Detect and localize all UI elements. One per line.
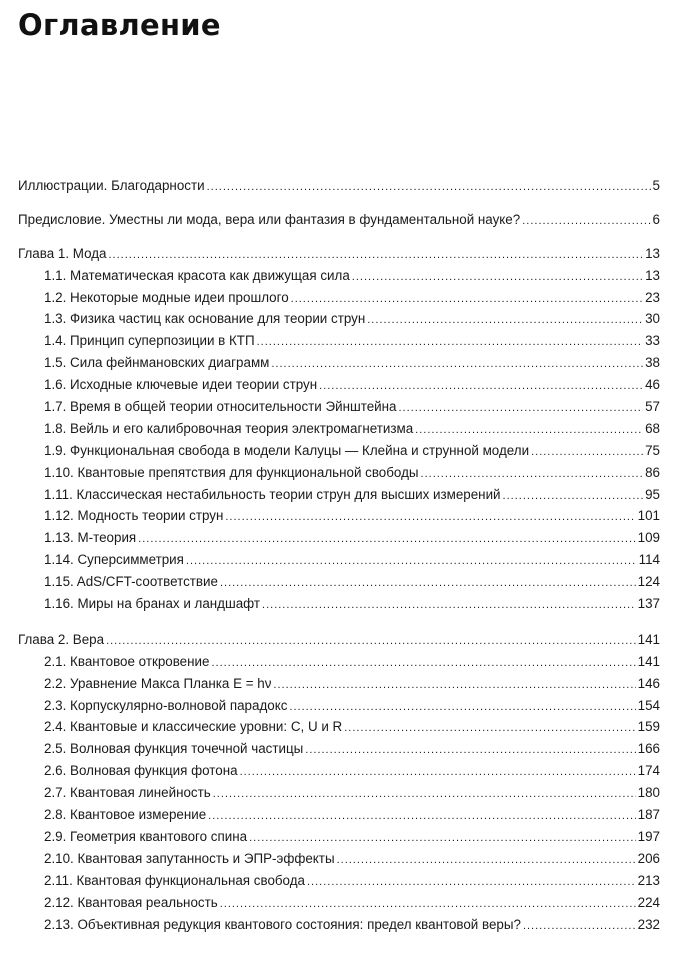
dot-leader (352, 267, 643, 289)
toc-section-title: 1.16. Миры на бранах и ландшафт (44, 596, 261, 612)
toc-section-entry[interactable] (18, 804, 660, 826)
toc-chapter-page: 13 (645, 245, 660, 261)
toc-section-entry[interactable] (18, 848, 660, 870)
toc-entry-illustrations[interactable] (18, 175, 660, 197)
toc-chapter-1[interactable] (18, 243, 660, 265)
toc-section-entry[interactable] (18, 265, 660, 287)
toc-section-entry[interactable] (18, 695, 660, 717)
toc-section-title: 1.5. Сила фейнмановских диаграмм (44, 355, 270, 371)
toc-section-title: 2.12. Квантовая реальность (44, 894, 218, 910)
dot-leader (523, 916, 636, 938)
toc-section-page: 166 (637, 741, 660, 757)
toc-section-title: 2.5. Волновая функция точечной частицы (44, 741, 304, 757)
toc-section-entry[interactable] (18, 673, 660, 695)
toc-section-entry[interactable] (18, 505, 660, 527)
dot-leader (213, 784, 636, 806)
toc-section-page: 137 (637, 596, 660, 612)
toc-section-page: 206 (637, 850, 660, 866)
toc-section-entry[interactable] (18, 418, 660, 440)
toc-section-title: 2.3. Корпускулярно-волновой парадокс (44, 697, 288, 713)
page-title: Оглавление (18, 8, 221, 42)
toc-section-entry[interactable] (18, 462, 660, 484)
toc-section-title: 1.1. Математическая красота как движущая сила (44, 267, 350, 283)
dot-leader (522, 211, 650, 233)
toc-section-entry[interactable] (18, 396, 660, 418)
toc-section-entry[interactable] (18, 440, 660, 462)
chapter-1-sections (18, 265, 660, 615)
toc-section-entry[interactable] (18, 374, 660, 396)
toc-section-title: 1.13. М-теория (44, 530, 137, 546)
toc-section-entry[interactable] (18, 738, 660, 760)
dot-leader (415, 420, 643, 442)
dot-leader (337, 850, 636, 872)
toc-section-page: 146 (637, 675, 660, 691)
toc-section-title: 1.4. Принцип суперпозиции в КТП (44, 333, 255, 349)
toc-chapter-title: Глава 1. Мода (18, 245, 107, 261)
toc-chapter-page: 141 (637, 631, 660, 647)
toc-section-page: 213 (637, 872, 660, 888)
toc-section-page: 180 (637, 785, 660, 801)
toc-section-title: 1.7. Время в общей теории относительности Эйнштейна (44, 399, 397, 415)
dot-leader (138, 529, 635, 551)
toc-section-title: 1.15. AdS/CFT-соответствие (44, 574, 218, 590)
dot-leader (220, 573, 636, 595)
toc-section-page: 114 (638, 552, 660, 568)
toc-section-page: 68 (645, 420, 660, 436)
dot-leader (421, 464, 644, 486)
dot-leader (398, 398, 643, 420)
toc-section-title: 1.6. Исходные ключевые идеи теории струн (44, 377, 318, 393)
dot-leader (249, 828, 636, 850)
toc-section-title: 2.11. Квантовая функциональная свобода (44, 872, 305, 888)
dot-leader (291, 289, 643, 311)
table-of-contents (18, 175, 660, 935)
toc-section-page: 57 (645, 399, 660, 415)
toc-section-title: 1.8. Вейль и его калибровочная теория электромагнетизма (44, 420, 414, 436)
toc-section-page: 13 (645, 267, 660, 283)
dot-leader (273, 675, 635, 697)
toc-section-entry[interactable] (18, 571, 660, 593)
toc-section-page: 124 (637, 574, 660, 590)
toc-section-entry[interactable] (18, 484, 660, 506)
toc-section-entry[interactable] (18, 914, 660, 936)
toc-section-title: 2.6. Волновая функция фотона (44, 763, 238, 779)
toc-chapter-2[interactable] (18, 629, 660, 651)
dot-leader (344, 718, 635, 740)
toc-section-entry[interactable] (18, 826, 660, 848)
dot-leader (257, 332, 643, 354)
toc-section-title: 2.1. Квантовое откровение (44, 653, 210, 669)
dot-leader (503, 486, 644, 508)
toc-entry-title: Предисловие. Уместны ли мода, вера или фантазия в фундаментальной науке? (18, 211, 521, 227)
dot-leader (305, 740, 635, 762)
toc-section-entry[interactable] (18, 308, 660, 330)
chapter-2-sections (18, 651, 660, 936)
toc-entry-preface[interactable] (18, 209, 660, 231)
toc-section-title: 1.12. Модность теории струн (44, 508, 224, 524)
toc-section-title: 2.8. Квантовое измерение (44, 807, 207, 823)
dot-leader (367, 310, 643, 332)
toc-section-title: 2.13. Объективная редукция квантового состояния: предел квантовой веры? (44, 916, 521, 932)
toc-section-page: 75 (645, 442, 660, 458)
toc-section-page: 86 (645, 464, 660, 480)
dot-leader (208, 806, 635, 828)
toc-section-title: 1.14. Суперсимметрия (44, 552, 184, 568)
toc-section-page: 141 (637, 653, 660, 669)
toc-section-page: 197 (637, 828, 660, 844)
dot-leader (271, 354, 643, 376)
dot-leader (307, 872, 636, 894)
dot-leader (240, 762, 636, 784)
toc-section-page: 187 (637, 807, 660, 823)
dot-leader (262, 595, 636, 617)
dot-leader (109, 245, 644, 267)
toc-section-title: 2.7. Квантовая линейность (44, 785, 211, 801)
toc-section-page: 30 (645, 311, 660, 327)
toc-section-page: 154 (637, 697, 660, 713)
dot-leader (319, 376, 643, 398)
toc-section-page: 224 (637, 894, 660, 910)
toc-section-page: 101 (637, 508, 660, 524)
toc-section-entry[interactable] (18, 870, 660, 892)
toc-section-entry[interactable] (18, 549, 660, 571)
toc-section-page: 23 (645, 289, 660, 305)
toc-section-title: 2.4. Квантовые и классические уровни: C, U и R (44, 719, 343, 735)
dot-leader (186, 551, 637, 573)
toc-section-title: 1.9. Функциональная свобода в модели Калуцы — Клейна и струнной модели (44, 442, 530, 458)
toc-section-title: 1.10. Квантовые препятствия для функциональной свободы (44, 464, 419, 480)
toc-section-page: 232 (637, 916, 660, 932)
toc-section-entry[interactable] (18, 593, 660, 615)
toc-section-title: 2.2. Уравнение Макса Планка E = hν (44, 675, 272, 691)
toc-section-page: 95 (645, 486, 660, 502)
dot-leader (106, 631, 636, 653)
toc-section-page: 159 (637, 719, 660, 735)
toc-entry-page: 6 (652, 211, 660, 227)
toc-section-entry[interactable] (18, 760, 660, 782)
toc-entry-page: 5 (652, 178, 660, 193)
toc-section-page: 33 (645, 333, 660, 349)
toc-section-entry[interactable] (18, 782, 660, 804)
dot-leader (531, 442, 643, 464)
toc-section-page: 46 (645, 377, 660, 393)
toc-section-title: 2.9. Геометрия квантового спина (44, 828, 248, 844)
toc-section-entry[interactable] (18, 330, 660, 352)
dot-leader (225, 507, 635, 529)
toc-section-entry[interactable] (18, 716, 660, 738)
toc-section-entry[interactable] (18, 892, 660, 914)
toc-section-entry[interactable] (18, 527, 660, 549)
toc-section-entry[interactable] (18, 651, 660, 673)
toc-section-title: 2.10. Квантовая запутанность и ЭПР-эффекты (44, 850, 335, 866)
toc-section-title: 1.2. Некоторые модные идеи прошлого (44, 289, 289, 305)
toc-section-page: 109 (637, 530, 660, 546)
toc-section-entry[interactable] (18, 352, 660, 374)
dot-leader (289, 697, 635, 719)
toc-section-title: 1.3. Физика частиц как основание для теории струн (44, 311, 366, 327)
toc-section-entry[interactable] (18, 287, 660, 309)
dot-leader (207, 177, 651, 199)
toc-chapter-title: Глава 2. Вера (18, 631, 105, 647)
toc-entry-title: Иллюстрации. Благодарности (18, 178, 205, 193)
dot-leader (220, 894, 636, 916)
dot-leader (211, 653, 635, 675)
toc-section-title: 1.11. Классическая нестабильность теории струн для высших измерений (44, 486, 501, 502)
toc-section-page: 174 (637, 763, 660, 779)
toc-section-page: 38 (645, 355, 660, 371)
